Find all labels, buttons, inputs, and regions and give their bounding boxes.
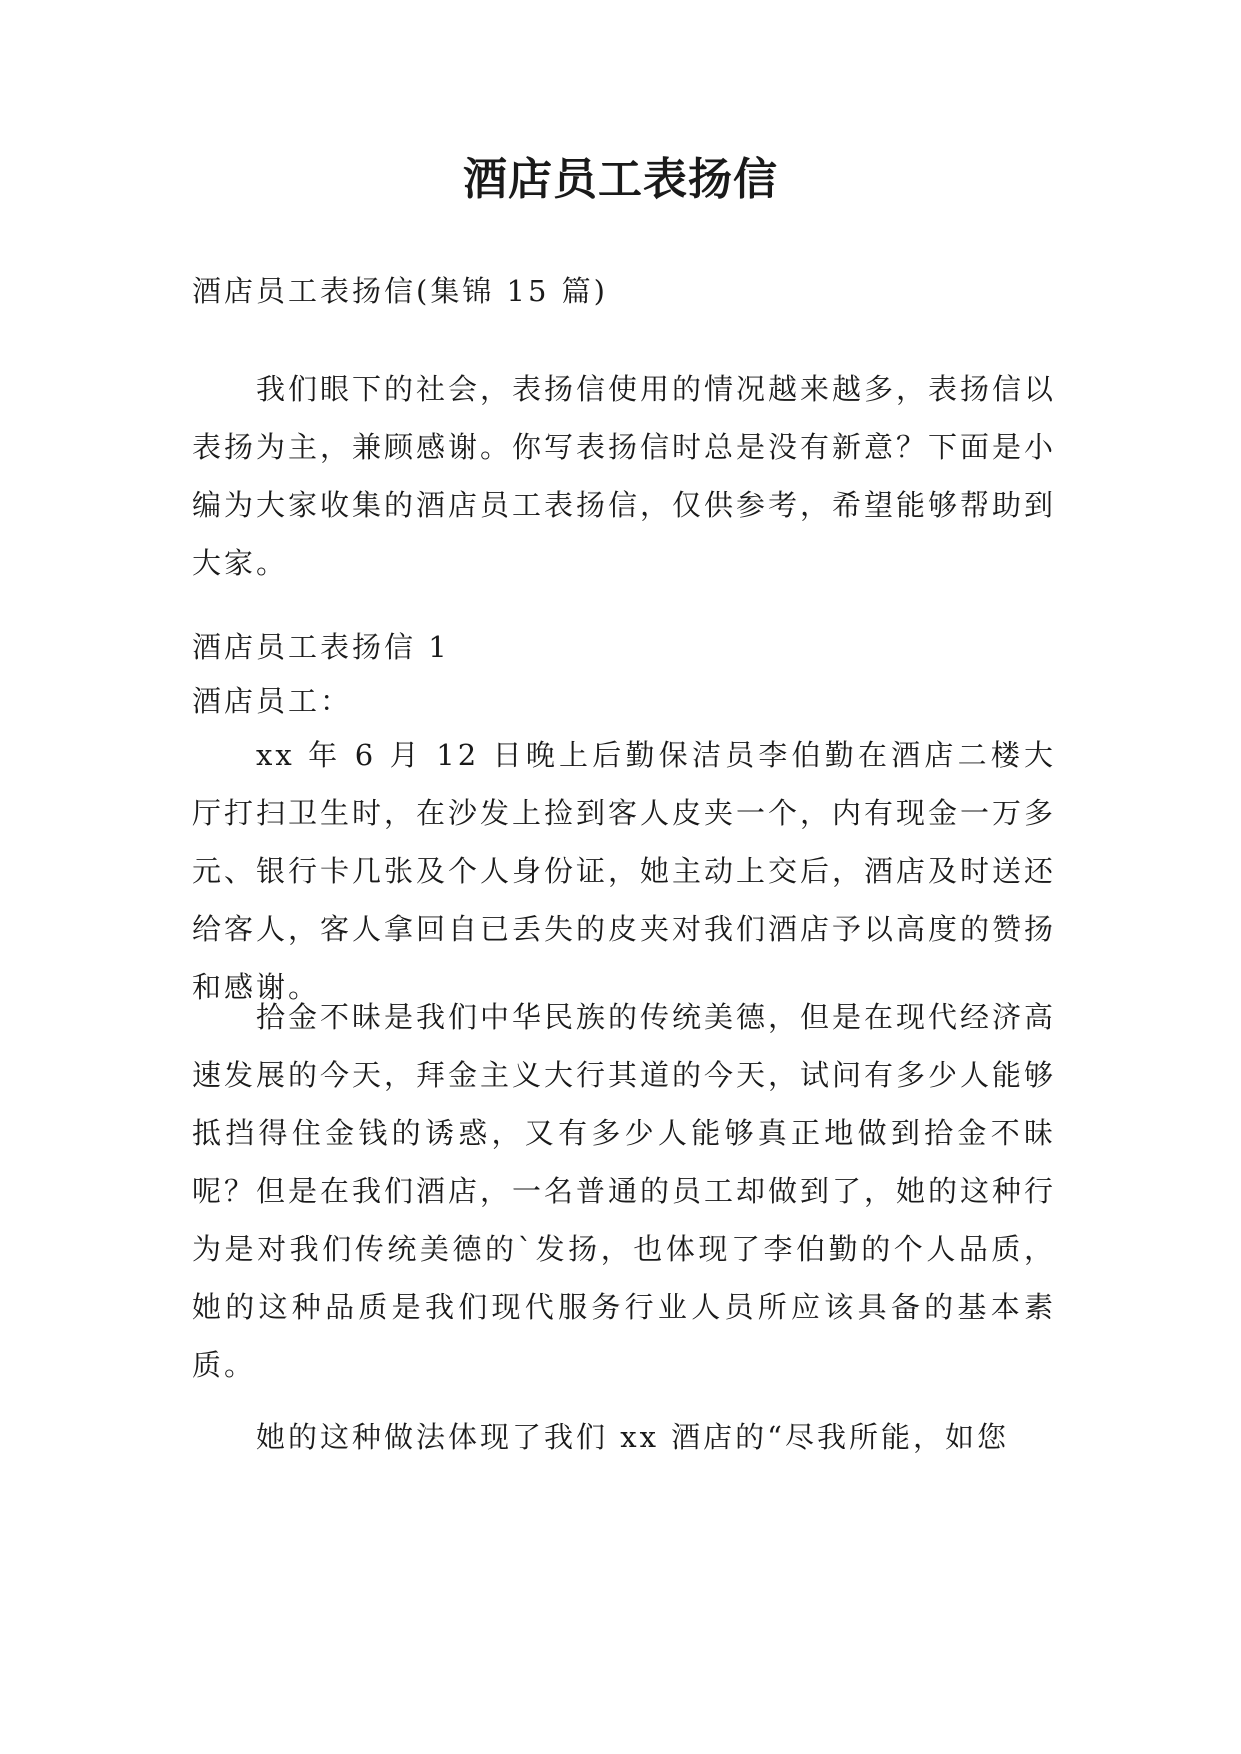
body-paragraph-2: 拾金不昧是我们中华民族的传统美德，但是在现代经济高速发展的今天，拜金主义大行其道的今天，试问有多少人能够抵挡得住金钱的诱惑，又有多少人能够真正地做到拾金不昧呢？但是在我们酒店，一名普通的员工却做到了，她的这种行为是对我们传统美德的`发扬，也体现了李伯勤的个人品质，她的这种品质是我们现代服务行业人员所应该具备的基本素质。: [192, 1000, 1057, 1382]
section-heading: 酒店员工表扬信 1: [192, 630, 450, 664]
body-paragraph-1: xx 年 6 月 12 日晚上后勤保洁员李伯勤在酒店二楼大厅打扫卫生时，在沙发上捡到客人皮夹一个，内有现金一万多元、银行卡几张及个人身份证，她主动上交后，酒店及时送还给客人，客人拿回自已丢失的皮夹对我们酒店予以高度的赞扬和感谢。: [192, 738, 1057, 1004]
salutation: 酒店员工：: [192, 684, 353, 718]
document-title: 酒店员工表扬信: [463, 154, 778, 205]
body-paragraph-3: 她的这种做法体现了我们 xx 酒店的“尽我所能，如您: [256, 1420, 1009, 1454]
intro-paragraph: 我们眼下的社会，表扬信使用的情况越来越多，表扬信以表扬为主，兼顾感谢。你写表扬信时总是没有新意？下面是小编为大家收集的酒店员工表扬信，仅供参考，希望能够帮助到大家。: [192, 372, 1057, 580]
document-subtitle: 酒店员工表扬信(集锦 15 篇): [192, 274, 608, 308]
